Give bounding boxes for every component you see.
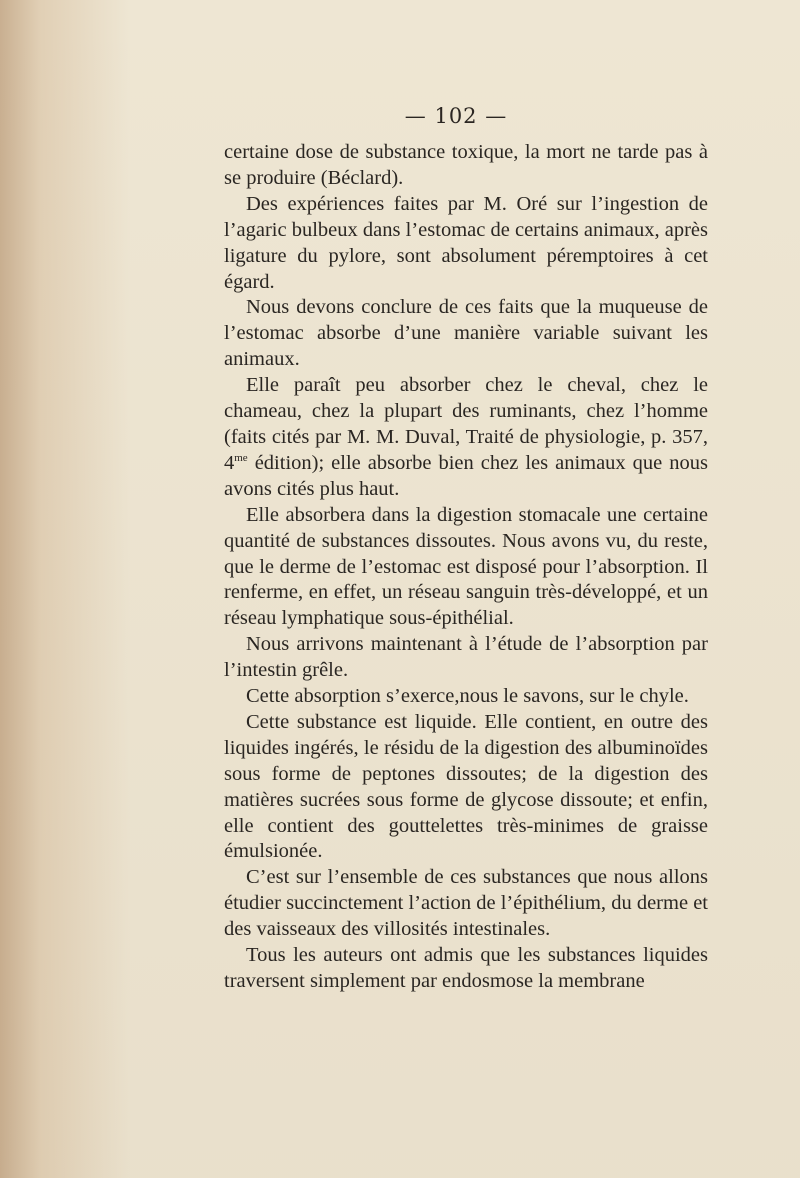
page-number: — 102 — xyxy=(404,104,508,128)
paragraph-3: Nous devons conclure de ces faits que la muqueuse de l’estomac absorbe d’une manière variable suivant les animaux. xyxy=(224,296,708,371)
paragraph-4-text-after: édition); elle absorbe bien chez les animaux que nous avons cités plus haut. xyxy=(224,451,708,500)
paragraph-4 xyxy=(224,373,708,503)
paragraph-7: Cette absorption s’exerce,nous le savons, sur le chyle. xyxy=(246,685,689,708)
paragraph-10: Tous les auteurs ont admis que les substances liquides traversent simplement par endosmose la membrane xyxy=(224,944,708,992)
edition-superscript: me xyxy=(234,452,248,465)
paragraph-2: Des expériences faites par M. Oré sur l’ingestion de l’agaric bulbeux dans l’estomac de certains animaux, après ligature du pylore, sont absolument péremptoires à cet égard. xyxy=(224,192,708,293)
body-text xyxy=(224,140,708,995)
paragraph-1: certaine dose de substance toxique, la mort ne tarde pas à se produire (Béclard). xyxy=(224,141,708,189)
paragraph-6: Nous arrivons maintenant à l’étude de l’absorption par l’intestin grêle. xyxy=(224,633,708,682)
paragraph-8: Cette substance est liquide. Elle contient, en outre des liquides ingérés, le résidu de la digestion des albuminoïdes sous forme de peptones dissoutes; de la digestion des matières sucrées sous forme de glycose dissoute; et enfin, elle contient des gouttelettes très-minimes de graisse émulsionée. xyxy=(224,710,708,863)
paragraph-9: C’est sur l’ensemble de ces substances que nous allons étudier succinctement l’action de l’épithélium, du derme et des vaisseaux des villosités intestinales. xyxy=(224,866,708,941)
paragraph-4-text: Elle paraît peu absorber chez le cheval, chez le chameau, chez la plupart des ruminants, chez l’homme (faits cités par M. M. Duval, Traité de physiologie, p. 357, 4 xyxy=(224,374,708,474)
paragraph-5: Elle absorbera dans la digestion stomacale une certaine quantité de substances dissoutes. Nous avons vu, du reste, que le derme de l’estomac est disposé pour l’absorption. Il renferme, en effet, un réseau sanguin très-développé, et un réseau lymphatique sous-épithélial. xyxy=(224,503,708,630)
